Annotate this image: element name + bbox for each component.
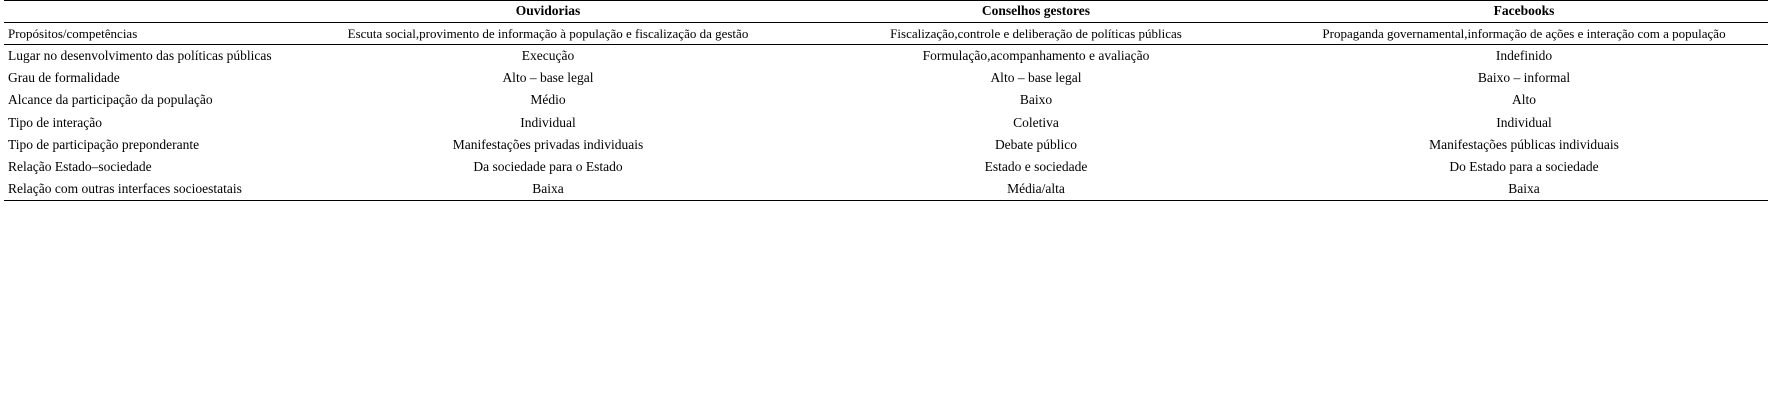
table-body — [4, 45, 1768, 201]
cell-ouvidorias: Alto – base legal — [502, 70, 594, 86]
cell-facebooks: Baixo – informal — [1477, 70, 1571, 86]
cell-conselhos: Formulação,acompanhamento e avaliação — [922, 48, 1150, 64]
table-row — [4, 156, 1768, 178]
cell-ouvidorias: Manifestações privadas individuais — [452, 136, 644, 152]
cell-propositos-conselhos: Fiscalização,controle e deliberação de políticas públicas — [890, 25, 1182, 41]
cell-facebooks: Individual — [1496, 114, 1552, 130]
cell-ouvidorias: Baixa — [532, 181, 564, 197]
cell-facebooks: Manifestações públicas individuais — [1429, 136, 1619, 152]
table-row — [4, 45, 1768, 68]
table-row — [4, 112, 1768, 134]
cell-conselhos: Baixo — [1019, 92, 1053, 108]
cell-propositos-ouvidorias: Escuta social,provimento de informação à população e fiscalização da gestão — [347, 25, 749, 41]
table-header — [4, 1, 1768, 45]
cell-conselhos: Estado e sociedade — [984, 159, 1088, 175]
row-label: Lugar no desenvolvimento das políticas públicas — [8, 48, 272, 64]
cell-conselhos: Debate público — [994, 136, 1078, 152]
cell-facebooks: Do Estado para a sociedade — [1449, 159, 1599, 175]
cell-ouvidorias: Execução — [521, 48, 575, 64]
row-label: Tipo de participação preponderante — [8, 136, 200, 152]
table-row — [4, 178, 1768, 201]
cell-ouvidorias: Individual — [520, 114, 576, 130]
cell-conselhos: Média/alta — [1007, 181, 1065, 197]
cell-ouvidorias: Da sociedade para o Estado — [473, 159, 623, 175]
column-header-facebooks: Facebooks — [1493, 3, 1555, 18]
cell-facebooks: Indefinido — [1495, 48, 1553, 64]
cell-conselhos: Coletiva — [1013, 114, 1059, 130]
cell-propositos-facebooks: Propaganda governamental,informação de ações e interação com a população — [1322, 25, 1726, 41]
cell-ouvidorias: Médio — [530, 92, 566, 108]
cell-facebooks: Baixa — [1508, 181, 1540, 197]
column-header-conselhos-gestores: Conselhos gestores — [981, 3, 1091, 18]
comparison-table-container — [0, 0, 1776, 201]
row-label: Relação Estado–sociedade — [8, 159, 152, 175]
comparison-table — [4, 0, 1768, 201]
row-label: Tipo de interação — [8, 114, 102, 130]
table-row — [4, 134, 1768, 156]
table-header-row — [4, 1, 1768, 23]
row-label: Relação com outras interfaces socioestatais — [8, 181, 242, 197]
row-label: Alcance da participação da população — [8, 92, 213, 108]
table-subheader-row — [4, 22, 1768, 45]
row-label-propositos-competencias: Propósitos/competências — [8, 25, 138, 41]
cell-conselhos: Alto – base legal — [990, 70, 1082, 86]
column-header-label — [4, 1, 304, 23]
column-header-ouvidorias: Ouvidorias — [515, 3, 581, 18]
table-row — [4, 89, 1768, 111]
row-label: Grau de formalidade — [8, 70, 120, 86]
table-row — [4, 67, 1768, 89]
cell-facebooks: Alto — [1511, 92, 1536, 108]
